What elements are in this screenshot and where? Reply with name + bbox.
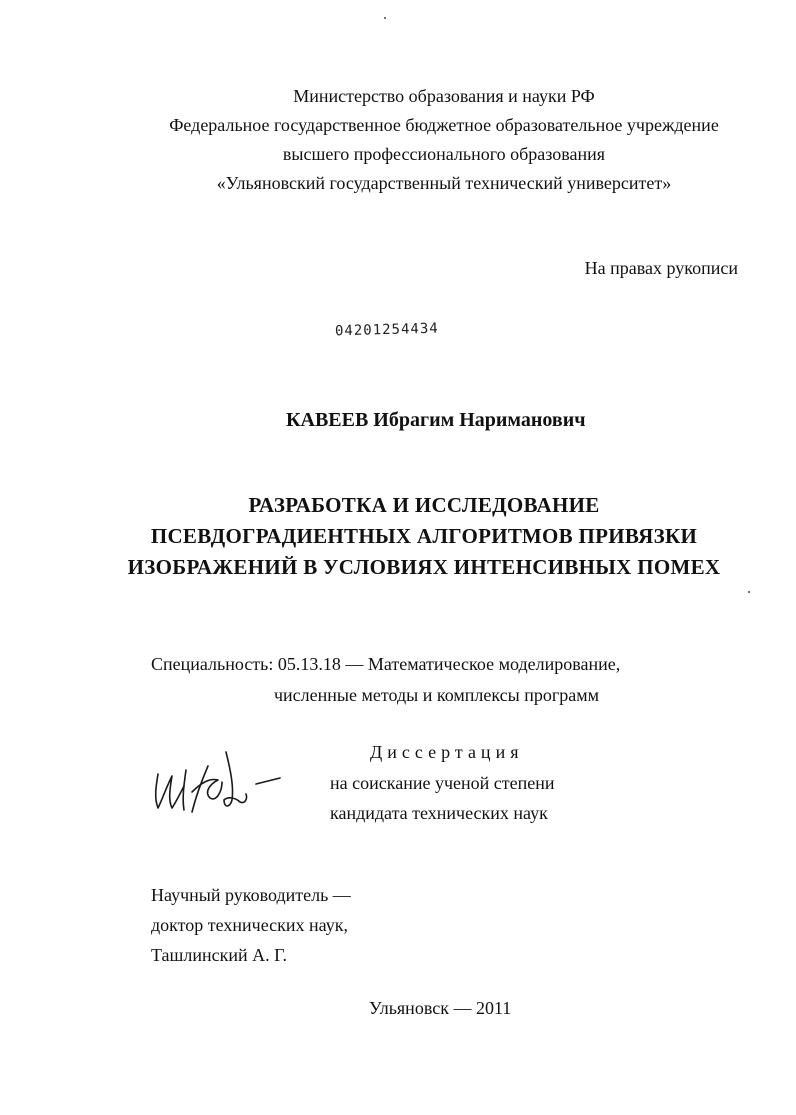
ministry-line: Министерство образования и науки РФ: [293, 86, 595, 106]
supervisor-degree: доктор технических наук,: [151, 915, 348, 935]
institution-header: [0, 82, 796, 198]
author-name: КАВЕЕВ Ибрагим Нариманович: [286, 409, 586, 431]
education-level-line: высшего профессионального образования: [282, 144, 606, 164]
manuscript-rights-note: На правах рукописи: [584, 258, 738, 278]
signature-image: [148, 742, 288, 822]
institution-type-line: Федеральное государственное бюджетное образовательное учреждение: [169, 115, 719, 135]
specialty-line-2: численные методы и комплексы программ: [274, 685, 600, 705]
scan-dot: [748, 591, 750, 593]
specialty-line-1: Специальность: 05.13.18 — Математическое моделирование,: [151, 654, 621, 674]
supervisor-block: [151, 880, 351, 970]
city-year: Ульяновск — 2011: [369, 998, 512, 1018]
university-name-line: «Ульяновский государственный технический университет»: [216, 173, 672, 193]
title-line: ПСЕВДОГРАДИЕНТНЫХ АЛГОРИТМОВ ПРИВЯЗКИ: [150, 524, 698, 548]
supervisor-role: Научный руководитель —: [151, 885, 351, 905]
degree-line-2: кандидата технических наук: [330, 803, 548, 823]
title-line: ИЗОБРАЖЕНИЙ В УСЛОВИЯХ ИНТЕНСИВНЫХ ПОМЕХ: [127, 555, 721, 579]
degree-line-1: на соискание ученой степени: [330, 773, 555, 793]
dissertation-title: [0, 490, 796, 583]
scan-dot: [384, 17, 386, 19]
archive-number: 04201254434: [334, 320, 439, 340]
supervisor-name: Ташлинский А. Г.: [151, 945, 288, 965]
dissertation-label: Диссертация: [370, 742, 524, 762]
title-line: РАЗРАБОТКА И ИССЛЕДОВАНИЕ: [248, 493, 600, 517]
